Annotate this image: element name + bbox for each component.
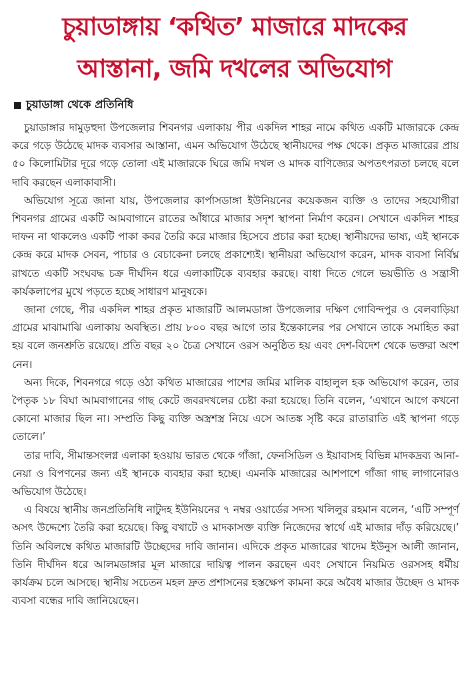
headline (0, 0, 469, 90)
paragraph-5: তার দাবি, সীমান্তসংলগ্ন এলাকা হওয়ায় ভারত থেকে গাঁজা, ফেনসিডিল ও ইয়াবাসহ বিভিন্ন মাদকদ্রব্য আনা-নেয়া ও বিপণনের জন্য এই স্থানকে ব্যবহার করা হচ্ছে। এমনকি মাজারের আশপাশে গাঁজা গাছ লাগানোরও অভিযোগ উঠেছে। (12, 449, 459, 499)
square-bullet-icon (14, 102, 21, 109)
paragraph-2: অভিযোগ সূত্রে জানা যায়, উপজেলার কার্পাসডাঙ্গা ইউনিয়নের কয়েকজন ব্যক্তি ও তাদের সহযোগীরা শিবনগর গ্রামের একটি আমবাগানে রাতের আঁধারে মাজার সদৃশ স্থাপনা নির্মাণ করেন। সেখানে একদিল শাহর দাফন না থাকলেও একটি পাকা কবর তৈরি করে মাজার হিসেবে প্রচার করা হচ্ছে। স্থানীয়দের ভাষ্য, এই স্থানকে কেন্দ্র করে মাদক সেবন, পাচার ও বেচাকেনা চলছে প্রকাশ্যেই। স্থানীয়রা অভিযোগ করেন, মাদক ব্যবসা নির্বিঘ্ন রাখতে একটি সংঘবদ্ধ চক্র দীর্ঘদিন ধরে এলাকাটিকে ব্যবহার করছে। বাধা দিতে গেলে ভয়ভীতি ও সন্ত্রাসী কার্যকলাপের মুখে পড়তে হচ্ছে সাধারণ মানুষকে। (12, 194, 459, 298)
headline-line-2: আস্তানা, জমি দখলের অভিযোগ (77, 54, 392, 83)
paragraph-1: চুয়াডাঙ্গার দামুড়হুদা উপজেলার শিবনগর এলাকায় পীর একদিল শাহর নামে কথিত একটি মাজারকে কেন্দ্র করে গড়ে উঠেছে মাদক ব্যবসার আস্তানা, এমন অভিযোগ উঠেছে স্থানীয়দের পক্ষ থেকে। প্রকৃত মাজারের প্রায় ৫০ কিলোমিটার দূরে গড়ে তোলা এই মাজারকে ঘিরে জমি দখল ও মাদক বাণিজ্যের অপতৎপরতা চলছে বলে দাবি করছেন এলাকাবাসী। (12, 122, 459, 189)
paragraph-3: জানা গেছে, পীর একদিল শাহর প্রকৃত মাজারটি আলমডাঙ্গা উপজেলার দক্ষিণ গোবিন্দপুর ও বেলবাড়িয়া গ্রামের মাঝামাঝি এলাকায় অবস্থিত। প্রায় ৮০০ বছর আগে তার ইন্তেকালের পর সেখানে তাকে সমাহিত করা হয় বলে জনশ্রুতি রয়েছে। প্রতি বছর ২০ চৈত্র সেখানে ওরস অনুষ্ঠিত হয় এবং দেশ-বিদেশ থেকে ভক্তরা অংশ নেন। (12, 304, 459, 371)
paragraph-4: অন্য দিকে, শিবনগরে গড়ে ওঠা কথিত মাজারের পাশের জমির মালিক বাহালুল হক অভিযোগ করেন, তার পৈতৃক ১৮ বিঘা আমবাগানের গাছ কেটে জবরদখলের চেষ্টা করা হয়েছে। তিনি বলেন, ‘এখানে আগে কখনো কোনো মাজার ছিল না। সম্প্রতি কিছু ব্যক্তি অস্ত্রশস্ত্র নিয়ে এসে আতঙ্ক সৃষ্টি করে রাতারাতি এই স্থাপনা গড়ে তোলে।’ (12, 376, 459, 444)
paragraph-6: এ বিষয়ে স্থানীয় জনপ্রতিনিধি নাটুদহ ইউনিয়নের ৭ নম্বর ওয়ার্ডের সদস্য খলিলুর রহমান বলেন, ‘এটি সম্পূর্ণ অসৎ উদ্দেশ্যে তৈরি করা হয়েছে। কিছু বখাটে ও মাদকাসক্ত ব্যক্তি নিজেদের স্বার্থে এই মাজার দাঁড় করিয়েছে।’ তিনি অবিলম্বে কথিত মাজারটি উচ্ছেদের দাবি জানান। এদিকে প্রকৃত মাজারের খাদেম ইউনুস আলী জানান, তিনি দীর্ঘদিন ধরে আলমডাঙ্গার মূল মাজারে দায়িত্ব পালন করছেন এবং সেখানে নিয়মিত ওরসসহ ধর্মীয় কার্যক্রম চলে আসছে। স্থানীয় সচেতন মহল দ্রুত প্রশাসনের হস্তক্ষেপ কামনা করে অবৈধ মাজার উচ্ছেদ ও মাদক ব্যবসা বন্ধের দাবি জানিয়েছেন। (12, 504, 459, 608)
headline-line-1: চুয়াডাঙ্গায় ‘কথিত’ মাজারে মাদকের (62, 12, 407, 41)
byline (14, 96, 469, 115)
article-body (0, 119, 469, 610)
byline-text: চুয়াডাঙ্গা থেকে প্রতিনিধি (26, 98, 134, 111)
